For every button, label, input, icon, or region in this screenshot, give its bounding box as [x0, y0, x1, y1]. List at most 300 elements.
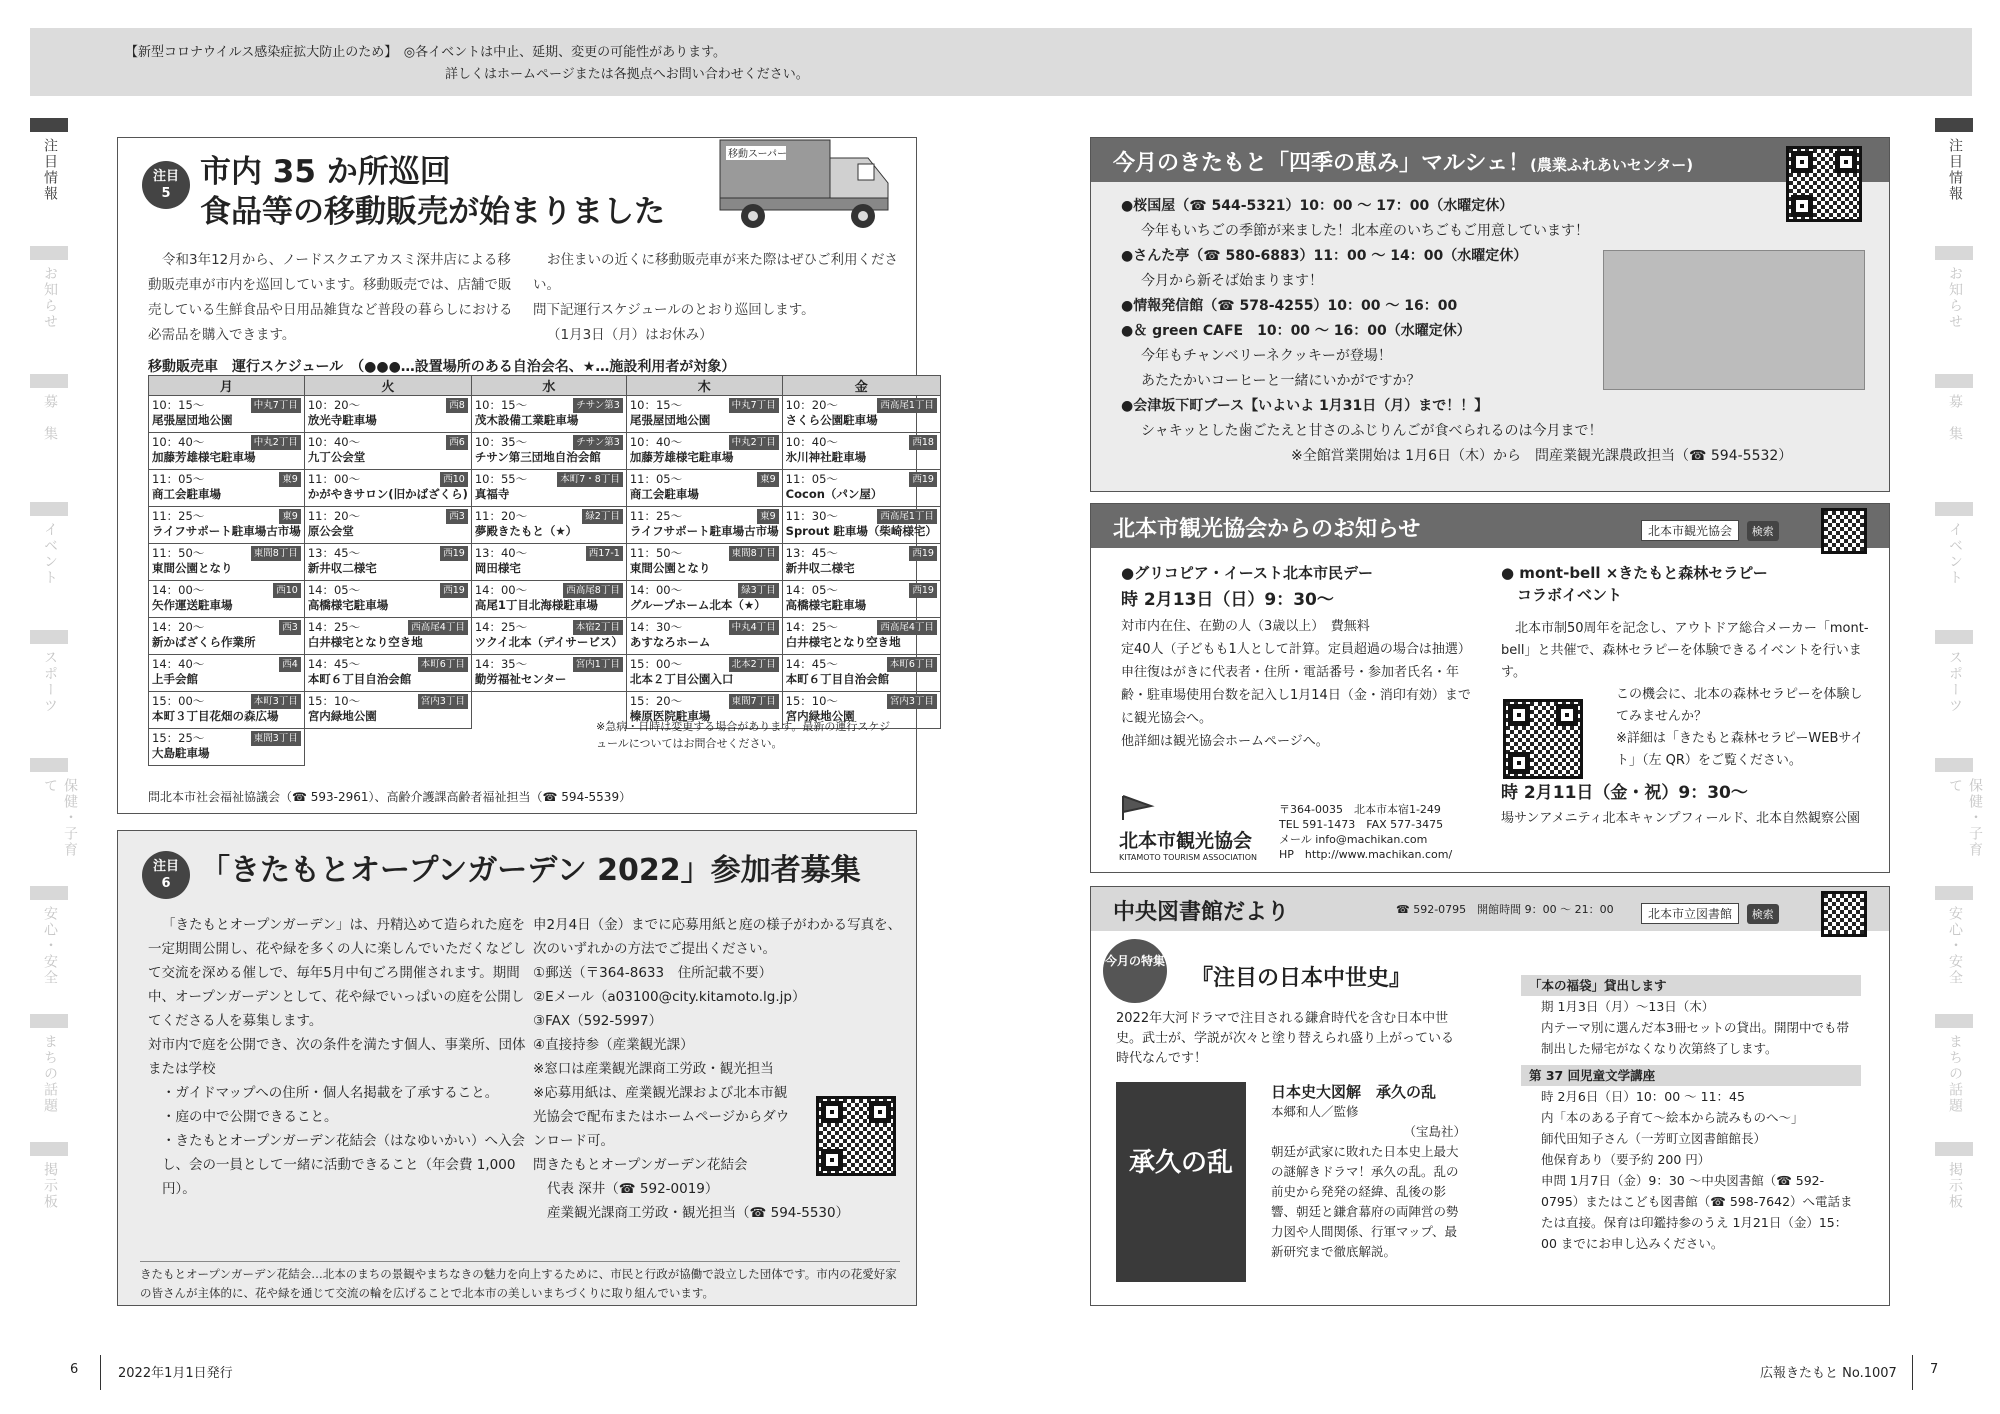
covid-notice	[30, 28, 1972, 96]
open-garden-title: 「きたもとオープンガーデン 2022」参加者募集	[200, 853, 861, 888]
stop-place: 矢作運送駐車場	[152, 598, 233, 612]
schedule-cell	[626, 396, 782, 433]
montbell-desc-3: ※詳細は「きたもと森林セラピーWEBサイト」（左 QR）をご覧ください。	[1616, 731, 1864, 768]
neighborhood-tag: 西高尾1丁目	[877, 509, 937, 524]
montbell-title-2: コラボイベント	[1517, 586, 1623, 604]
stop-place: 新かばざくら作業所	[152, 635, 256, 649]
address-line-2: TEL 591-1473 FAX 577-3475	[1279, 818, 1444, 831]
address-line-4: HP http://www.machikan.com/	[1279, 848, 1453, 861]
neighborhood-tag: 西高尾4丁目	[408, 620, 468, 635]
neighborhood-tag: 西19	[440, 546, 468, 561]
feature-badge-6	[142, 851, 190, 899]
left-category-tabs	[30, 118, 85, 1270]
schedule-title: 移動販売車 運行スケジュール （●●●…設置場所のある自治会名、★…施設利用者が対象）	[148, 359, 736, 375]
tab-2[interactable]	[30, 246, 68, 360]
notice-line-1: 【新型コロナウイルス感染症拡大防止のため】 ◎各イベントは中止、延期、変更の可能性があります。	[125, 45, 727, 60]
stop-time: 10：40～	[629, 435, 683, 449]
stop-time: 14：45～	[307, 657, 361, 671]
tourism-qr-code[interactable]	[1821, 508, 1867, 554]
tab-label: 保健・子育て	[1947, 778, 1983, 858]
tab-label: 掲示板	[42, 1162, 58, 1210]
stop-time: 11：50～	[152, 546, 205, 560]
footer-divider-right	[1912, 1355, 1913, 1390]
shop-3: ●情報発信館（☎ 578-4255）10：00 ～ 16：00	[1121, 298, 1458, 314]
neighborhood-tag: 本町7・8丁目	[557, 472, 623, 487]
montbell-place: 場サンアメニティ北本キャンプフィールド、北本自然観察公園	[1501, 811, 1861, 826]
schedule-cell	[626, 433, 782, 470]
schedule-cell	[304, 544, 471, 581]
marche-article	[1090, 137, 1890, 492]
stop-place: 上手会館	[152, 672, 198, 686]
open-garden-article	[117, 830, 917, 1306]
schedule-row	[149, 581, 941, 618]
library-hours: ☎ 592-0795 開館時間 9：00 ～ 21：00	[1396, 903, 1614, 916]
schedule-cell	[782, 396, 940, 433]
qr-code[interactable]	[816, 1096, 896, 1176]
tab-6[interactable]	[1935, 758, 1983, 872]
stop-place: 加藤芳雄様宅駐車場	[152, 450, 256, 464]
tab-label: 安心・安全	[42, 906, 58, 986]
shop-4-desc-2: あたたかいコーヒーと一緒にいかがですか？	[1141, 373, 1421, 389]
schedule-cell	[149, 507, 305, 544]
notice-line-2: 詳しくはホームページまたは各拠点へお問い合わせください。	[445, 67, 809, 82]
tab-label: スポーツ	[42, 650, 58, 714]
schedule-row	[149, 655, 941, 692]
montbell-desc-2: この機会に、北本の森林セラピーを体験してみませんか？	[1616, 687, 1863, 724]
stop-time: 14：00～	[474, 583, 528, 597]
stop-place: 九丁公会堂	[307, 450, 366, 464]
schedule-table	[148, 375, 941, 766]
neighborhood-tag: 宮内3丁目	[418, 694, 468, 709]
marche-header	[1091, 138, 1889, 182]
badge-text: 注目 6	[152, 859, 179, 891]
neighborhood-tag: 西19	[440, 583, 468, 598]
stop-place: 白井様宅となり空き地	[785, 635, 901, 649]
stop-time: 14：40～	[152, 657, 205, 671]
tab-cap	[30, 630, 68, 644]
glicopia-target: 対市内在住、在勤の人（3歳以上） 費無料	[1121, 619, 1370, 634]
tab-6[interactable]	[30, 758, 78, 872]
neighborhood-tag: 緑2丁目	[582, 509, 623, 524]
schedule-row	[149, 618, 941, 655]
schedule-cell	[626, 655, 782, 692]
neighborhood-tag: 西4	[279, 657, 301, 672]
tab-8[interactable]	[1935, 1014, 1973, 1128]
stop-time: 15：00～	[629, 657, 683, 671]
marche-title-sub: (農業ふれあいセンター)	[1530, 156, 1694, 174]
schedule-cell	[782, 581, 940, 618]
marche-title: 今月のきたもと「四季の恵み」マルシェ！	[1113, 151, 1531, 176]
neighborhood-tag: 東間7丁目	[729, 694, 779, 709]
neighborhood-tag: 西19	[909, 546, 937, 561]
stop-time: 14：00～	[629, 583, 683, 597]
stop-place: 放光寺駐車場	[307, 413, 377, 427]
feature-desc: 2022年大河ドラマで注目される鎌倉時代を含む日本中世史。武士が、学説が次々と塗り替えられ盛り上がっている時代なんです！	[1116, 1011, 1455, 1066]
stop-place: 商工会駐車場	[152, 487, 221, 501]
tourism-logo-en: KITAMOTO TOURISM ASSOCIATION	[1119, 853, 1257, 862]
stop-time: 14：45～	[785, 657, 838, 671]
info-line-3: （1月3日（月）はお休み）	[547, 327, 713, 343]
stop-place: 尾張屋団地公園	[152, 413, 233, 427]
tourism-search-box[interactable]: 北本市観光協会	[1641, 520, 1739, 541]
stop-time: 15：00～	[152, 694, 205, 708]
neighborhood-tag: 中丸2丁目	[729, 435, 779, 450]
tab-4[interactable]	[30, 502, 68, 616]
stop-time: 10：20～	[307, 398, 361, 412]
schedule-cell	[149, 581, 305, 618]
mobile-sales-contact: 問北本市社会福祉協議会（☎ 593-2961）、高齢介護課高齢者福祉担当（☎ 594-5539）	[148, 790, 632, 804]
tab-9[interactable]	[1935, 1142, 1973, 1256]
montbell-qr-code[interactable]	[1503, 699, 1583, 779]
tab-8[interactable]	[30, 1014, 68, 1128]
issue-date: 2022年1月1日発行	[118, 1366, 233, 1381]
neighborhood-tag: 北本2丁目	[729, 657, 779, 672]
neighborhood-tag: 本宿2丁目	[573, 620, 623, 635]
book-desc: 朝廷が武家に敗れた日本史上最大の謎解きドラマ！承久の乱。乱の前史から発発の経緯、乱後の影響、朝廷と鎌倉幕府の両陣営の勢力図や人間関係、行軍マップ、最新研究まで徹底解説。	[1271, 1144, 1459, 1259]
tab-3[interactable]	[30, 374, 68, 488]
tab-5[interactable]	[1935, 630, 1973, 744]
mobile-sales-title-1: 市内 35 か所巡回	[200, 154, 451, 190]
shop-4-desc-1: 今年もチャンベリーネクッキーが登場！	[1141, 348, 1392, 364]
stop-place: 氷川神社駐車場	[785, 450, 867, 464]
tab-label: お知らせ	[42, 266, 58, 330]
tab-cap	[1935, 758, 1973, 772]
condition-1: ・ガイドマップへの住所・個人名掲載を了承すること。	[162, 1085, 499, 1101]
neighborhood-tag: 東間8丁目	[251, 546, 301, 561]
schedule-cell	[149, 618, 305, 655]
stop-time: 11：05～	[629, 472, 683, 486]
tab-cap	[30, 118, 68, 132]
neighborhood-tag: 東9	[279, 509, 301, 524]
neighborhood-tag: 東9	[757, 509, 779, 524]
schedule-cell	[149, 692, 305, 729]
condition-2: ・庭の中で公開できること。	[162, 1109, 338, 1125]
tab-label: 保健・子育て	[42, 778, 78, 858]
method-1: ①郵送（〒364-8633 住所記載不要）	[533, 965, 773, 981]
stop-time: 11：05～	[152, 472, 205, 486]
stop-place: 原公会堂	[307, 524, 354, 538]
neighborhood-tag: 西19	[909, 472, 937, 487]
tab-cap	[1935, 1014, 1973, 1028]
apply-line: 申2月4日（金）までに応募用紙と庭の様子がわかる写真を、次のいずれかの方法でご提出ください。	[533, 917, 902, 957]
neighborhood-tag: 宮内1丁目	[573, 657, 623, 672]
neighborhood-tag: 西18	[909, 435, 937, 450]
schedule-cell	[626, 507, 782, 544]
library-qr-code[interactable]	[1821, 891, 1867, 937]
tourism-search-button[interactable]: 検索	[1747, 521, 1779, 541]
day-header: 水	[471, 376, 626, 396]
publication-name: 広報きたもと No.1007	[1760, 1366, 1897, 1381]
stop-time: 14：35～	[474, 657, 528, 671]
schedule-cell	[471, 507, 626, 544]
glicopia-event	[1121, 562, 1481, 753]
schedule-cell	[304, 729, 471, 766]
info-line-2: 問下記運行スケジュールのとおり巡回します。	[533, 302, 815, 318]
schedule-cell	[304, 581, 471, 618]
neighborhood-tag: 中丸2丁目	[251, 435, 301, 450]
tab-label: 掲示板	[1947, 1162, 1963, 1210]
stop-place: 宮内緑地公園	[785, 709, 855, 723]
glicopia-title: ●グリコピア・イースト北本市民デー	[1121, 564, 1374, 582]
schedule-row	[149, 507, 941, 544]
condition-3: ・きたもとオープンガーデン花結会（はなゆいかい）へ入会し、会の一員として一緒に活動できること（年会費 1,000円）。	[162, 1133, 526, 1197]
tab-cap	[1935, 886, 1973, 900]
marche-list	[1121, 194, 1901, 469]
neighborhood-tag: 東間3丁目	[251, 731, 301, 746]
tab-cap	[30, 1142, 68, 1156]
page-number-right: 7	[1930, 1362, 1939, 1377]
book-author: 本郷和人／監修	[1271, 1104, 1359, 1119]
schedule-cell	[471, 544, 626, 581]
tab-label: 安心・安全	[1947, 906, 1963, 986]
stop-time: 14：25～	[785, 620, 838, 634]
schedule-cell	[626, 544, 782, 581]
stop-place: 高橋様宅駐車場	[785, 598, 867, 612]
schedule-cell	[626, 618, 782, 655]
neighborhood-tag: 中丸4丁目	[729, 620, 779, 635]
tourism-logo	[1119, 794, 1257, 862]
stop-time: 13：45～	[785, 546, 838, 560]
stop-place: あすなろホーム	[629, 635, 711, 649]
stop-place: 加藤芳雄様宅駐車場	[629, 450, 734, 464]
lecture-head: 第 37 回児童文学講座	[1521, 1065, 1861, 1086]
mobile-sales-info	[533, 248, 903, 348]
neighborhood-tag: 西19	[909, 583, 937, 598]
stop-time: 15：25～	[152, 731, 205, 745]
tab-label: 注目情報	[42, 138, 58, 202]
schedule-row	[149, 396, 941, 433]
stop-time: 14：25～	[474, 620, 528, 634]
stop-time: 10：55～	[474, 472, 528, 486]
open-garden-right	[533, 913, 903, 1225]
tab-label: 注目情報	[1947, 138, 1963, 202]
tourism-address	[1279, 802, 1452, 862]
neighborhood-tag: 西3	[446, 509, 468, 524]
stop-place: 東間公園となり	[629, 561, 711, 575]
address-line-3: メール info@machikan.com	[1279, 833, 1428, 846]
stop-place: 大島駐車場	[152, 746, 210, 760]
stop-place: さくら公園駐車場	[785, 413, 878, 427]
feature-badge-5	[142, 161, 190, 209]
library-search-button[interactable]: 検索	[1747, 904, 1779, 924]
book-cover: 承久の乱	[1116, 1082, 1246, 1282]
tab-7[interactable]	[1935, 886, 1973, 1000]
neighborhood-tag: 西17-1	[586, 546, 623, 561]
target-line: 対市内で庭を公開でき、次の条件を満たす個人、事業所、団体または学校	[148, 1037, 526, 1077]
stop-time: 11：50～	[629, 546, 683, 560]
neighborhood-tag: 西高尾4丁目	[877, 620, 937, 635]
tab-2[interactable]	[1935, 246, 1973, 360]
stop-place: Sprout 駐車場（柴崎様宅）	[785, 524, 937, 538]
schedule-cell	[149, 655, 305, 692]
lecture-apply: 申問 1月7日（金）9：30 ～中央図書館（☎ 592-0795）またはこども図書館（☎ 598-7642）へ電話または直接。保育は印鑑持参のうえ 1月21日（金）15：00 までにお申し込みください。	[1541, 1173, 1853, 1251]
tab-4[interactable]	[1935, 502, 1973, 616]
stop-place: 本町６丁目自治会館	[785, 672, 890, 686]
tab-1[interactable]	[30, 118, 68, 232]
neighborhood-tag: 西10	[273, 583, 301, 598]
glicopia-other: 他詳細は観光協会ホームページへ。	[1121, 734, 1329, 749]
library-search-box[interactable]: 北本市立図書館	[1641, 903, 1739, 924]
schedule-cell	[149, 470, 305, 507]
stop-time: 10：15～	[629, 398, 683, 412]
tab-7[interactable]	[30, 886, 68, 1000]
stop-time: 10：20～	[785, 398, 838, 412]
tourism-logo-text: 北本市観光協会	[1119, 830, 1253, 852]
tab-1[interactable]	[1935, 118, 1973, 232]
stop-time: 14：05～	[785, 583, 838, 597]
stop-time: 13：45～	[307, 546, 361, 560]
tourism-article	[1090, 503, 1890, 873]
neighborhood-tag: 西10	[440, 472, 468, 487]
neighborhood-tag: 本町6丁目	[887, 657, 937, 672]
stop-place: 夢殿きたもと（★）	[474, 524, 578, 538]
feature-badge: 今月の特集	[1103, 939, 1167, 1003]
flag-icon	[1119, 794, 1155, 822]
rep-line: 代表 深井（☎ 592-0019）	[547, 1181, 719, 1197]
stop-place: 茂木設備工業駐車場	[474, 413, 579, 427]
glicopia-date: 時 2月13日（日）9：30～	[1121, 590, 1334, 610]
stop-time: 11：20～	[307, 509, 361, 523]
schedule-cell	[304, 396, 471, 433]
lecture-content: 内「本のある子育て～絵本から読みものへ～」	[1541, 1110, 1804, 1125]
stop-time: 10：15～	[474, 398, 528, 412]
neighborhood-tag: チサン第3	[573, 435, 623, 450]
note-1: ※窓口は産業観光課商工労政・観光担当	[533, 1061, 774, 1077]
ask-line: 問きたもとオープンガーデン花結会	[533, 1157, 748, 1173]
neighborhood-tag: 中丸7丁目	[251, 398, 301, 413]
address-line-1: 〒364-0035 北本市本宿1-249	[1279, 803, 1441, 816]
schedule-cell	[149, 729, 305, 766]
stop-place: 白井様宅となり空き地	[307, 635, 423, 649]
tab-label: 募 集	[1947, 394, 1963, 442]
stop-place: 榛原医院駐車場	[629, 709, 711, 723]
stop-time: 14：20～	[152, 620, 205, 634]
schedule-cell	[471, 470, 626, 507]
library-header	[1091, 887, 1889, 931]
stop-place: ツクイ北本（デイサービス）	[474, 635, 623, 649]
schedule-cell	[471, 581, 626, 618]
tab-cap	[30, 758, 68, 772]
schedule-cell	[782, 470, 940, 507]
neighborhood-tag: 宮内3丁目	[887, 694, 937, 709]
schedule-cell	[626, 581, 782, 618]
montbell-desc: 北本市制50周年を記念し、アウトドア総合メーカー「mont-bell」と共催で、森林セラピーを体験できるイベントを行います。	[1501, 621, 1869, 680]
stop-time: 11：25～	[152, 509, 205, 523]
stop-place: 新井収二様宅	[307, 561, 377, 575]
schedule-cell	[149, 396, 305, 433]
stop-place: かがやきサロン(旧かばざくら)	[307, 487, 468, 501]
footer-divider-left	[100, 1355, 101, 1390]
schedule-cell	[304, 433, 471, 470]
stop-time: 10：40～	[307, 435, 361, 449]
neighborhood-tag: 西6	[446, 435, 468, 450]
glicopia-apply: 申往復はがきに代表者・住所・電話番号・参加者氏名・年齢・駐車場使用台数を記入し1月14日（金・消印有効）までに観光協会へ。	[1121, 665, 1471, 726]
library-events	[1521, 975, 1861, 1254]
shop-1-desc: 今年もいちごの季節が来ました！北本産のいちごもご用意しています！	[1141, 223, 1589, 239]
open-garden-left	[148, 913, 528, 1201]
tab-cap	[30, 502, 68, 516]
stop-time: 11：25～	[629, 509, 683, 523]
right-category-tabs	[1935, 118, 1990, 1270]
stop-place: 本町３丁目花畑の森広場	[152, 709, 279, 723]
stop-place: 東間公園となり	[152, 561, 233, 575]
open-garden-footnote: きたもとオープンガーデン花結会…北本のまちの景観やまちなきの魅力を向上するために、市民と行政が協働で設立した団体です。市内の花愛好家の皆さんが主体的に、花や緑を通じて交流の輪を広げることで北本市の美しいまちづくりに取り組んでいます。	[140, 1261, 900, 1303]
tab-label: まちの話題	[1947, 1034, 1963, 1114]
mobile-sales-article	[117, 137, 937, 814]
neighborhood-tag: チサン第3	[573, 398, 623, 413]
method-2: ②Eメール（a03100@city.kitamoto.lg.jp）	[533, 989, 806, 1005]
method-3: ③FAX（592-5997）	[533, 1013, 663, 1029]
shop-5: ●会津坂下町ブース【いよいよ 1月31日（月）まで！！】	[1121, 398, 1489, 414]
schedule-cell	[782, 618, 940, 655]
tab-cap	[30, 886, 68, 900]
stop-place: 高尾1丁目北海様駐車場	[474, 598, 598, 612]
schedule-cell	[304, 618, 471, 655]
page-number-left: 6	[70, 1362, 79, 1377]
stop-place: 勤労福祉センター	[474, 672, 567, 686]
schedule-cell	[471, 396, 626, 433]
schedule-cell	[149, 544, 305, 581]
stop-place: 尾張屋団地公園	[629, 413, 711, 427]
day-header: 木	[626, 376, 782, 396]
tab-cap	[1935, 1142, 1973, 1156]
stop-time: 14：30～	[629, 620, 683, 634]
tab-label: 募 集	[42, 394, 58, 442]
stop-place: Cocon（パン屋）	[785, 487, 883, 501]
stop-place: 宮内緑地公園	[307, 709, 377, 723]
stop-time: 15：10～	[307, 694, 361, 708]
library-title: 中央図書館だより	[1113, 900, 1290, 925]
schedule-cell	[471, 618, 626, 655]
method-4: ④直接持参（産業観光課）	[533, 1037, 694, 1053]
tab-cap	[1935, 374, 1973, 388]
tab-9[interactable]	[30, 1142, 68, 1256]
schedule-cell	[782, 544, 940, 581]
montbell-date: 時 2月11日（金・祝）9：30～	[1501, 783, 1748, 803]
schedule-row	[149, 470, 941, 507]
feature-title: 『注目の日本中世史』	[1191, 966, 1412, 991]
tab-label: スポーツ	[1947, 650, 1963, 714]
montbell-event	[1501, 562, 1871, 830]
note-2: ※応募用紙は、産業観光課および北本市観光協会で配布またはホームページからダウンロード可。	[533, 1085, 790, 1149]
stop-time: 15：10～	[785, 694, 838, 708]
schedule-cell	[304, 655, 471, 692]
stop-time: 14：00～	[152, 583, 205, 597]
shop-5-desc: シャキッとした歯ごたえと甘さのふじりんごが食べられるのは今月まで！	[1141, 423, 1603, 439]
stop-time: 11：00～	[307, 472, 361, 486]
montbell-title: ● mont-bell ×きたもと森林セラピー	[1501, 564, 1768, 582]
tab-5[interactable]	[30, 630, 68, 744]
stop-place: ライフサポート駐車場古市場	[152, 524, 301, 538]
stop-time: 11：20～	[474, 509, 528, 523]
marche-note: ※全館営業開始は 1月6日（木）から 問産業観光課農政担当（☎ 594-5532）	[1291, 448, 1793, 464]
day-header: 火	[304, 376, 471, 396]
tab-label: イベント	[42, 522, 58, 586]
stop-time: 10：15～	[152, 398, 205, 412]
day-header: 月	[149, 376, 305, 396]
info-line-1: お住まいの近くに移動販売車が来た際はぜひご利用ください。	[533, 252, 898, 293]
neighborhood-tag: 東9	[757, 472, 779, 487]
tab-3[interactable]	[1935, 374, 1973, 488]
schedule-cell	[304, 692, 471, 729]
lecture-date: 時 2月6日（日）10：00 ～ 11：45	[1541, 1089, 1745, 1104]
tourism-header	[1091, 504, 1889, 548]
fukubukuro-desc: 内テーマ別に選んだ本3冊セットの貸出。開閉中でも帯制出した帰宅がなくなり次第終了します。	[1541, 1020, 1849, 1056]
stop-time: 11：05～	[785, 472, 838, 486]
shop-2-desc: 今月から新そば始まります！	[1141, 273, 1323, 289]
stop-time: 15：20～	[629, 694, 683, 708]
schedule-cell	[149, 433, 305, 470]
